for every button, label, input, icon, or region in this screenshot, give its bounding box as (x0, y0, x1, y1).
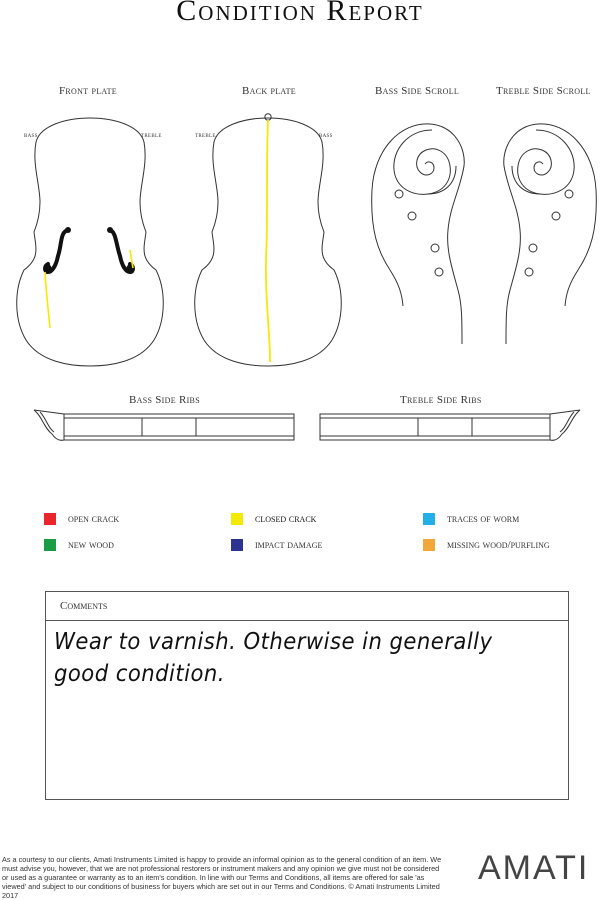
comments-box (45, 591, 569, 800)
treble-side-scroll-drawing (504, 124, 597, 344)
front-bass-label: bass (24, 130, 38, 139)
legend-label: impact damage (255, 539, 323, 551)
comments-label: Comments (60, 600, 108, 612)
legend-item-closed-crack (231, 513, 316, 525)
bass-side-ribs-label: Bass Side Ribs (129, 394, 200, 406)
f-hole-left (45, 227, 72, 272)
bass-side-scroll-label: Bass Side Scroll (375, 85, 460, 97)
legend-item-open-crack (44, 513, 119, 525)
legend-swatch (423, 539, 435, 551)
treble-side-scroll-label: Treble Side Scroll (496, 85, 591, 97)
legend-swatch (231, 513, 243, 525)
front-closed-crack-bass (45, 272, 50, 328)
disclaimer-text: As a courtesy to our clients, Amati Instruments Limited is happy to provide an informal opinion as to the general condition of an item. We must advise you, however, that we are not professional restorers or instrument makers and any opinion we give must not be considered or used as a guarantee or warranty as to an item's condition. In line with our Terms and Conditions, all items are offered for sale 'as viewed' and subject to our conditions of business for buyers which are set out in our Terms and Conditions. © Amati Instruments Limited 2017 (2, 855, 442, 900)
f-hole-right (107, 227, 134, 272)
back-plate-label: Back plate (242, 85, 296, 97)
comments-text: Wear to varnish. Otherwise in generally good condition. (54, 629, 493, 687)
bass-side-ribs-drawing (34, 410, 294, 440)
front-treble-label: treble (141, 130, 162, 139)
legend-swatch (44, 513, 56, 525)
legend-label: closed crack (255, 513, 317, 525)
legend-swatch (423, 513, 435, 525)
legend-item-missing-wood (423, 539, 550, 551)
back-treble-label: treble (195, 130, 216, 139)
front-plate-outline (17, 118, 164, 366)
page-title: Condition Report (176, 0, 424, 27)
legend-item-impact-damage (231, 539, 322, 551)
legend-item-traces-of-worm (423, 513, 519, 525)
front-plate-label: Front plate (59, 85, 117, 97)
legend-item-new-wood (44, 539, 114, 551)
legend-label: new wood (68, 539, 114, 551)
legend-label: open crack (68, 513, 120, 525)
back-bass-label: bass (319, 130, 333, 139)
legend-label: traces of worm (447, 513, 520, 525)
legend-swatch (44, 539, 56, 551)
amati-logo: AMATI (478, 849, 590, 887)
comments-header (46, 592, 568, 621)
bass-side-scroll-drawing (372, 124, 465, 344)
treble-side-ribs-label: Treble Side Ribs (400, 394, 482, 406)
legend-swatch (231, 539, 243, 551)
treble-side-ribs-drawing (320, 410, 580, 440)
legend-label: missing wood/purfling (447, 539, 550, 551)
back-closed-crack (266, 120, 270, 362)
